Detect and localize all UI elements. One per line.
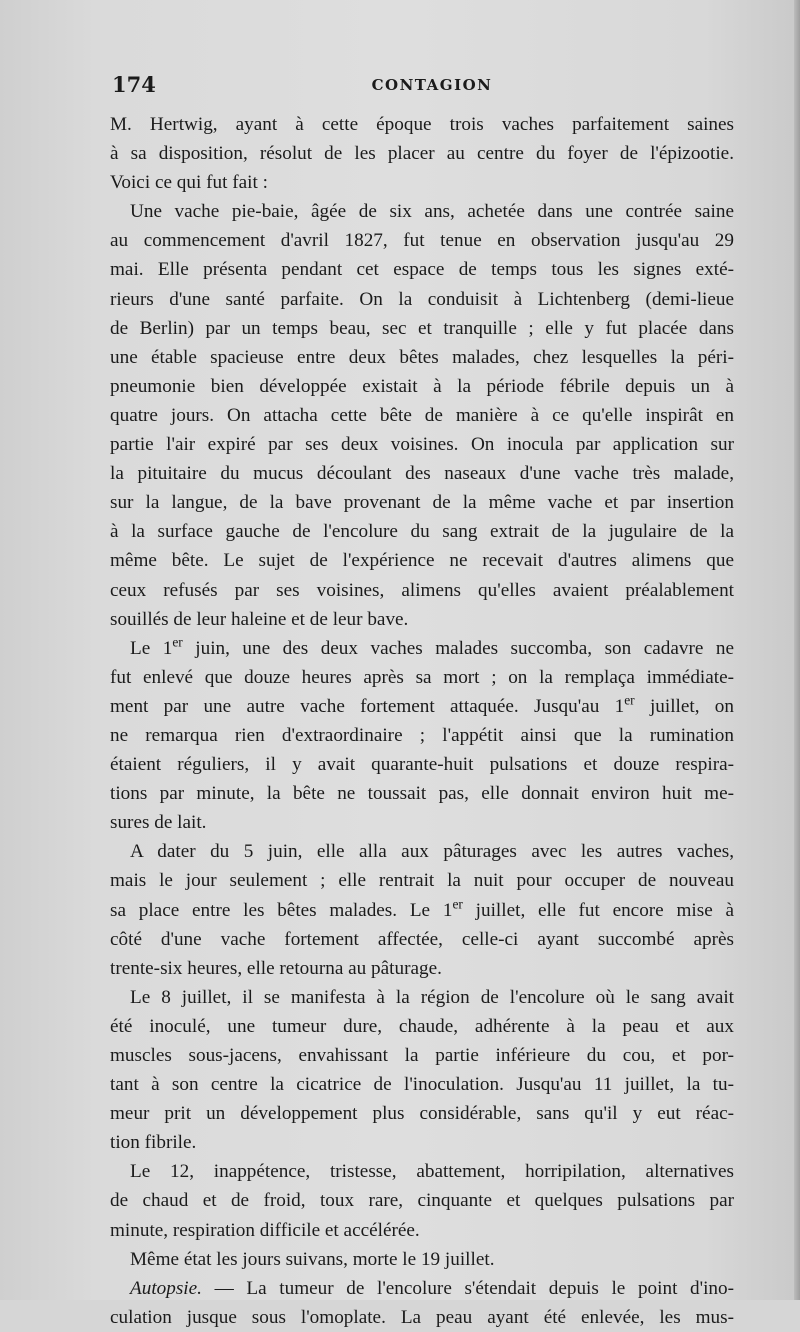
text-line: tion fibrile. bbox=[110, 1132, 197, 1154]
text-line: souillés de leur haleine et de leur bave. bbox=[110, 608, 409, 630]
text-line: de chaud et de froid, toux rare, cinquante et quelques pulsations par bbox=[110, 1190, 734, 1212]
paragraph bbox=[110, 983, 734, 1158]
running-title: CONTAGION bbox=[371, 76, 493, 94]
text-line: Le 12, inappétence, tristesse, abattement, horripilation, alternatives bbox=[130, 1161, 734, 1183]
text-line: même bête. Le sujet de l'expérience ne recevait d'autres alimens que bbox=[110, 550, 734, 572]
text-line: meur prit un développement plus considérable, sans qu'il y eut réac- bbox=[110, 1103, 734, 1125]
text-line: une étable spacieuse entre deux bêtes malades, chez lesquelles la péri- bbox=[110, 346, 734, 368]
text-line: à la surface gauche de l'encolure du sang extrait de la jugulaire de la bbox=[110, 521, 734, 543]
text-line: mai. Elle présenta pendant cet espace de temps tous les signes exté- bbox=[110, 259, 734, 281]
text-line: Le 8 juillet, il se manifesta à la région de l'encolure où le sang avait bbox=[130, 986, 734, 1008]
paragraph bbox=[110, 1274, 734, 1332]
paragraph bbox=[110, 837, 734, 982]
text-line: M. Hertwig, ayant à cette époque trois vaches parfaitement saines bbox=[110, 114, 734, 135]
paragraph bbox=[110, 634, 734, 838]
text-line: Autopsie. — La tumeur de l'encolure s'étendait depuis le point d'ino- bbox=[130, 1277, 734, 1299]
text-line: à sa disposition, résolut de les placer au centre du foyer de l'épizootie. bbox=[110, 143, 734, 165]
paragraph bbox=[110, 1245, 734, 1274]
text-line: au commencement d'avril 1827, fut tenue en observation jusqu'au 29 bbox=[110, 230, 734, 252]
text-line: muscles sous-jacens, envahissant la partie inférieure du cou, et por- bbox=[110, 1045, 734, 1066]
paragraph bbox=[110, 110, 734, 197]
text-line: tant à son centre la cicatrice de l'inoculation. Jusqu'au 11 juillet, la tu- bbox=[110, 1074, 734, 1096]
text-line: A dater du 5 juin, elle alla aux pâturages avec les autres vaches, bbox=[130, 841, 734, 863]
text-line: étaient réguliers, il y avait quarante-huit pulsations et douze respira- bbox=[110, 754, 734, 776]
paragraph bbox=[110, 1157, 734, 1244]
text-line: ment par une autre vache fortement attaquée. Jusqu'au 1er juillet, on bbox=[110, 692, 734, 717]
text-line: sur la langue, de la bave provenant de la même vache et par insertion bbox=[110, 492, 734, 514]
text-line: ne remarqua rien d'extraordinaire ; l'appétit ainsi que la rumination bbox=[110, 724, 734, 746]
text-line: Voici ce qui fut fait : bbox=[110, 172, 268, 194]
page-edge-shadow bbox=[794, 0, 800, 1300]
text-line: fut enlevé que douze heures après sa mort ; on la remplaça immédiate- bbox=[110, 666, 734, 688]
text-line: partie l'air expiré par ses deux voisines. On inocula par application sur bbox=[110, 434, 734, 456]
text-line: quatre jours. On attacha cette bête de manière à ce qu'elle inspirât en bbox=[110, 404, 734, 426]
text-line: rieurs d'une santé parfaite. On la conduisit à Lichtenberg (demi-lieue bbox=[110, 288, 734, 310]
text-line: culation jusque sous l'omoplate. La peau ayant été enlevée, les mus- bbox=[110, 1306, 734, 1328]
text-line: minute, respiration difficile et accélérée. bbox=[110, 1219, 420, 1241]
text-line: ceux refusés par ses voisines, alimens qu'elles avaient préalablement bbox=[110, 579, 734, 601]
paragraph bbox=[110, 197, 734, 633]
page-number: 174 bbox=[112, 72, 156, 97]
text-line: la pituitaire du mucus découlant des naseaux d'une vache très malade, bbox=[110, 463, 734, 485]
text-line: sa place entre les bêtes malades. Le 1er juillet, elle fut encore mise à bbox=[110, 896, 734, 921]
text-line: de Berlin) par un temps beau, sec et tranquille ; elle y fut placée dans bbox=[110, 317, 734, 339]
text-line: été inoculé, une tumeur dure, chaude, adhérente à la peau et aux bbox=[110, 1015, 734, 1037]
text-line: côté d'une vache fortement affectée, celle-ci ayant succombé après bbox=[110, 928, 734, 950]
text-line: Le 1er juin, une des deux vaches malades succomba, son cadavre ne bbox=[130, 634, 734, 659]
text-line: tions par minute, la bête ne toussait pas, elle donnait environ huit me- bbox=[110, 783, 734, 805]
text-line: mais le jour seulement ; elle rentrait la nuit pour occuper de nouveau bbox=[110, 870, 734, 892]
body-text bbox=[110, 110, 734, 1332]
page-header bbox=[112, 72, 752, 102]
text-line: sures de lait. bbox=[110, 812, 207, 834]
text-line: Même état les jours suivans, morte le 19 juillet. bbox=[130, 1248, 495, 1270]
text-line: pneumonie bien développée existait à la période fébrile depuis un à bbox=[110, 375, 734, 397]
text-line: Une vache pie-baie, âgée de six ans, achetée dans une contrée saine bbox=[130, 201, 734, 223]
text-line: trente-six heures, elle retourna au pâturage. bbox=[110, 957, 442, 979]
